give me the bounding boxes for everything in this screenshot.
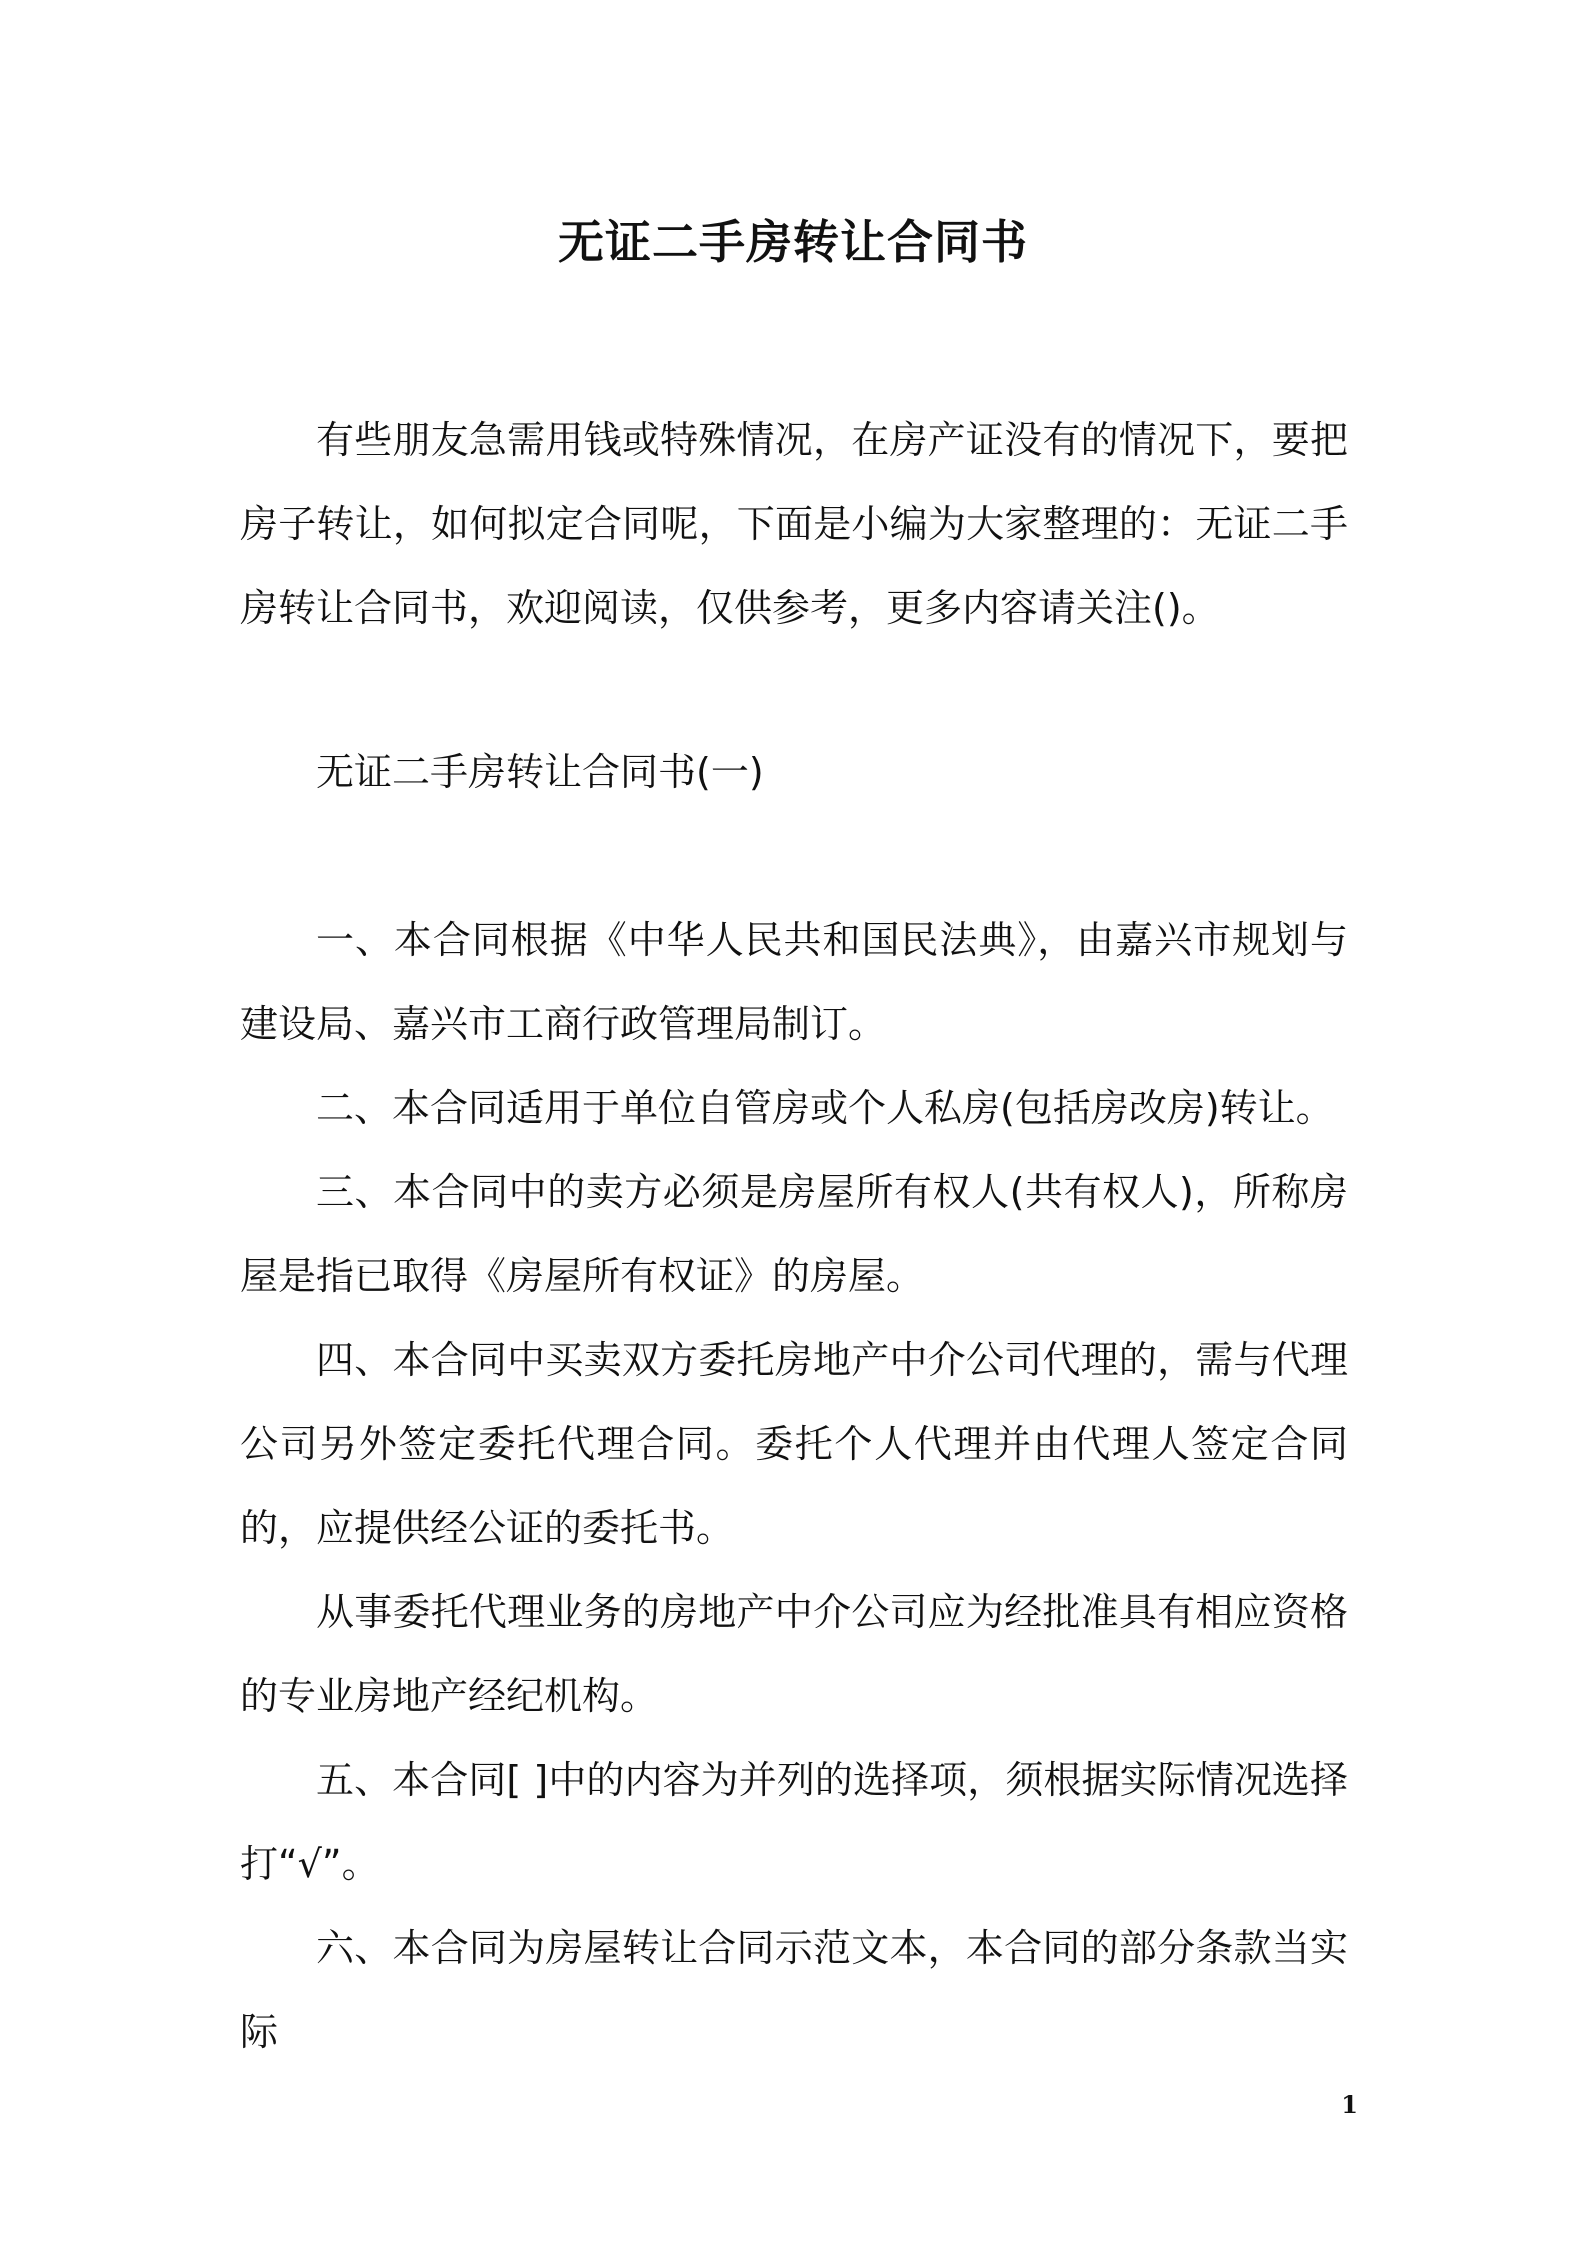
document-title: 无证二手房转让合同书 <box>558 215 1028 269</box>
clause-paragraph: 五、本合同[ ]中的内容为并列的选择项，须根据实际情况选择打“√”。 <box>240 1758 1348 1886</box>
clause-paragraph: 从事委托代理业务的房地产中介公司应为经批准具有相应资格的专业房地产经纪机构。 <box>240 1590 1348 1718</box>
page-number: 1 <box>1341 2090 1358 2119</box>
clause-paragraph: 三、本合同中的卖方必须是房屋所有权人(共有权人)，所称房屋是指已取得《房屋所有权证》的房屋。 <box>240 1170 1348 1298</box>
clause-paragraph: 四、本合同中买卖双方委托房地产中介公司代理的，需与代理公司另外签定委托代理合同。委托个人代理并由代理人签定合同的，应提供经公证的委托书。 <box>240 1338 1348 1550</box>
intro-paragraph: 有些朋友急需用钱或特殊情况，在房产证没有的情况下，要把房子转让，如何拟定合同呢，下面是小编为大家整理的：无证二手房转让合同书，欢迎阅读，仅供参考，更多内容请关注()。 <box>240 418 1348 630</box>
section-subheading: 无证二手房转让合同书(一) <box>316 750 764 794</box>
clauses-section <box>240 898 1348 2074</box>
clause-paragraph: 二、本合同适用于单位自管房或个人私房(包括房改房)转让。 <box>316 1086 1334 1130</box>
intro-section <box>240 398 1348 650</box>
subheading-section <box>240 730 1348 814</box>
clause-paragraph: 一、本合同根据《中华人民共和国民法典》，由嘉兴市规划与建设局、嘉兴市工商行政管理局制订。 <box>240 918 1348 1046</box>
clause-paragraph: 六、本合同为房屋转让合同示范文本，本合同的部分条款当实际 <box>240 1926 1348 2054</box>
